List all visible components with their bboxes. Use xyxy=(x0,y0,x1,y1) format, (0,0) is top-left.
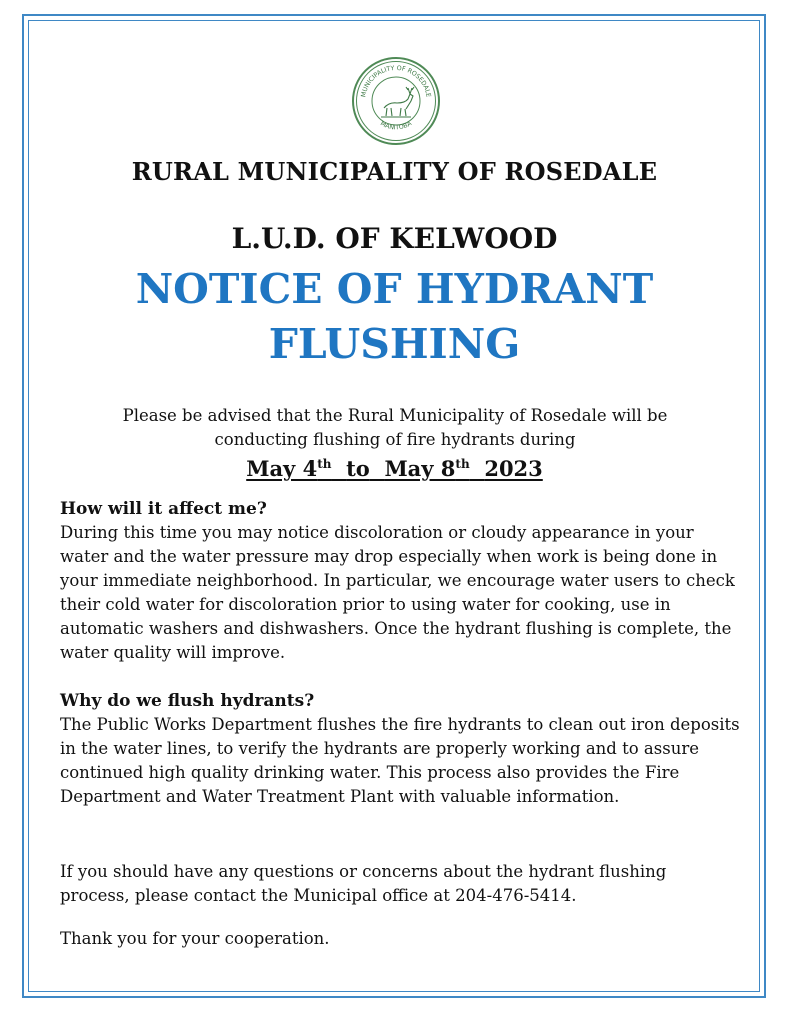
section-why-flush xyxy=(60,689,740,809)
notice-title-line-1: NOTICE OF HYDRANT xyxy=(135,265,654,313)
seal-top-text: MUNICIPALITY OF ROSEDALE xyxy=(360,64,432,98)
intro-line-1: Please be advised that the Rural Municipality of Rosedale will be xyxy=(122,406,668,425)
start-date: May 4 xyxy=(246,456,318,481)
end-date-suffix: th xyxy=(455,457,470,471)
flushing-dates xyxy=(0,456,789,481)
intro-line-2: conducting flushing of fire hydrants during xyxy=(214,430,576,449)
lud-heading: L.U.D. OF KELWOOD xyxy=(231,222,558,255)
section-body: The Public Works Department flushes the fire hydrants to clean out iron deposits in the water lines, to verify the hydrants are properly working and to assure continued high quality drinking water. This process also provides the Fire Department and Water Treatment Plant with valuable information. xyxy=(60,715,740,806)
municipal-seal-icon xyxy=(351,56,441,146)
contact-text: If you should have any questions or concerns about the hydrant flushing process, please contact the Municipal office at 204-476-5414. xyxy=(60,862,667,905)
date-year: 2023 xyxy=(484,456,543,481)
contact-paragraph xyxy=(60,860,740,908)
intro-paragraph xyxy=(60,404,730,452)
start-date-suffix: th xyxy=(317,457,332,471)
section-heading: How will it affect me? xyxy=(60,499,267,519)
date-range xyxy=(246,456,543,481)
closing-text: Thank you for your cooperation. xyxy=(60,929,330,948)
end-date: May 8 xyxy=(384,456,456,481)
notice-title-line-2: FLUSHING xyxy=(268,320,521,368)
section-how-affect xyxy=(60,497,740,665)
seal-bottom-text: MANITOBA xyxy=(379,120,413,132)
municipality-heading: RURAL MUNICIPALITY OF ROSEDALE xyxy=(131,157,658,186)
section-body: During this time you may notice discoloration or cloudy appearance in your water and the water pressure may drop especially when work is being done in your immediate neighborhood. In particular, we encourage water users to check their cold water for discoloration prior to using water for cooking, use in automatic washers and dishwashers. Once the hydrant flushing is complete, the water quality will improve. xyxy=(60,523,735,662)
closing-paragraph xyxy=(60,927,740,951)
section-heading: Why do we flush hydrants? xyxy=(60,691,315,711)
date-separator: to xyxy=(346,456,370,481)
notice-title xyxy=(0,262,789,372)
